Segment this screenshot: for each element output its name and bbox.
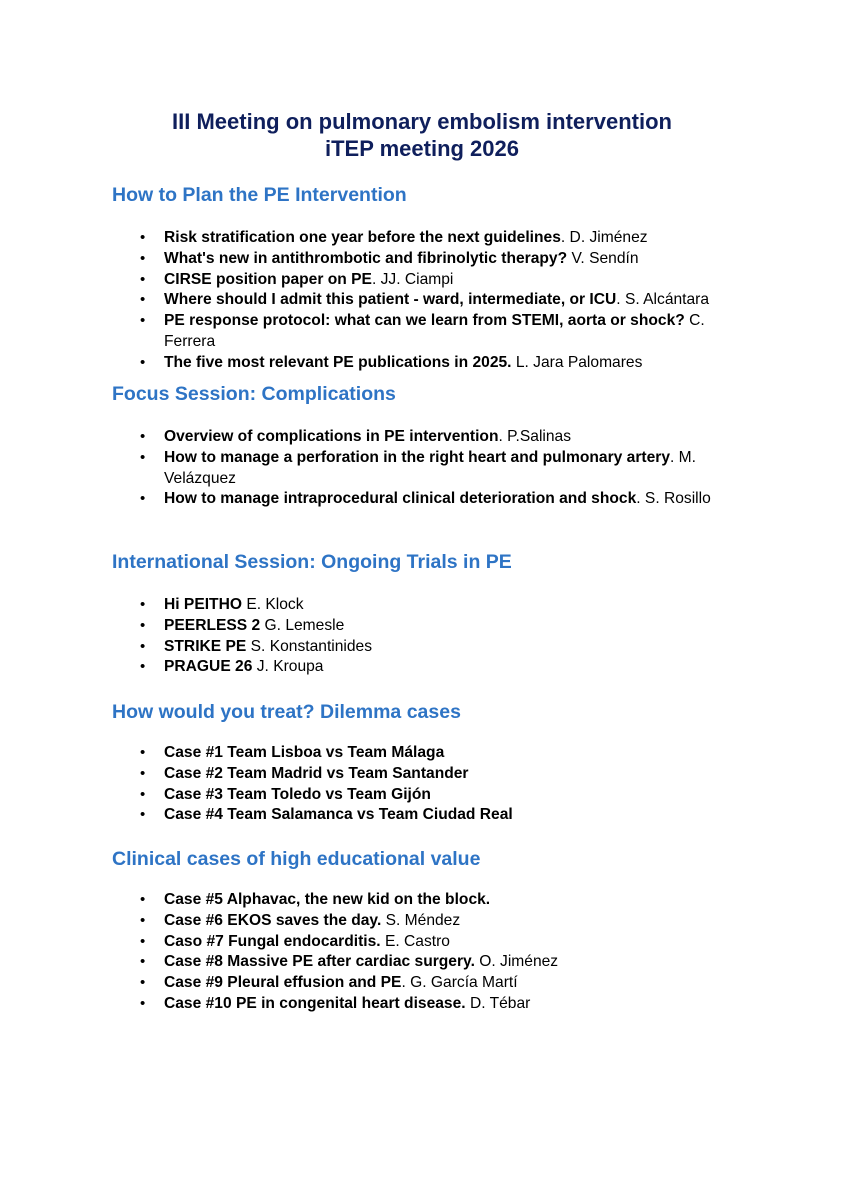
bullet-icon: • bbox=[140, 974, 146, 992]
section-clinical-cases bbox=[112, 847, 752, 1012]
list-item bbox=[112, 743, 732, 764]
list-item bbox=[112, 952, 732, 973]
speaker: . G. García Martí bbox=[401, 974, 518, 992]
speaker: . S. Alcántara bbox=[616, 291, 710, 309]
bullet-icon: • bbox=[140, 428, 146, 445]
talk-title: Case #1 Team Lisboa vs Team Málaga bbox=[164, 744, 445, 761]
talk-title: The five most relevant PE publications in 2025. bbox=[164, 353, 512, 371]
talk-title: Caso #7 Fungal endocarditis. bbox=[164, 932, 381, 950]
talk-title: Case #8 Massive PE after cardiac surgery. bbox=[164, 953, 475, 971]
talk-title: Case #9 Pleural effusion and PE bbox=[164, 974, 402, 992]
item-list bbox=[112, 743, 732, 826]
bullet-icon: • bbox=[140, 291, 146, 309]
speaker: . S. Rosillo bbox=[636, 490, 711, 508]
talk-title: How to manage intraprocedural clinical deterioration and shock bbox=[164, 490, 637, 508]
bullet-icon: • bbox=[140, 229, 146, 246]
section-plan-pe-intervention bbox=[112, 183, 752, 371]
list-item bbox=[112, 270, 732, 291]
list-item bbox=[112, 637, 732, 658]
list-item bbox=[112, 448, 732, 490]
bullet-icon: • bbox=[140, 616, 146, 634]
talk-title: PEERLESS 2 bbox=[164, 616, 261, 634]
talk-title: Case #2 Team Madrid vs Team Santander bbox=[164, 764, 469, 782]
section-heading: Focus Session: Complications bbox=[112, 383, 396, 405]
list-item bbox=[112, 595, 732, 616]
talk-title: Case #3 Team Toledo vs Team Gijón bbox=[164, 785, 431, 803]
list-item bbox=[112, 785, 732, 806]
speaker: L. Jara Palomares bbox=[511, 353, 643, 371]
list-item bbox=[112, 657, 732, 678]
list-item bbox=[112, 973, 732, 994]
talk-title: CIRSE position paper on PE bbox=[164, 270, 372, 288]
bullet-icon: • bbox=[140, 932, 146, 950]
bullet-icon: • bbox=[140, 490, 146, 508]
talk-title: Case #10 PE in congenital heart disease. bbox=[164, 994, 466, 1012]
item-list bbox=[112, 228, 732, 374]
section-heading: International Session: Ongoing Trials in PE bbox=[112, 551, 512, 573]
title-line-1: III Meeting on pulmonary embolism intervention bbox=[172, 109, 672, 134]
talk-title: Risk stratification one year before the next guidelines bbox=[164, 229, 561, 246]
talk-title: STRIKE PE bbox=[164, 637, 247, 655]
speaker: O. Jiménez bbox=[474, 953, 559, 971]
section-heading: How to Plan the PE Intervention bbox=[112, 184, 407, 206]
list-item bbox=[112, 249, 732, 270]
bullet-icon: • bbox=[140, 249, 146, 267]
section-heading: Clinical cases of high educational value bbox=[112, 848, 481, 870]
bullet-icon: • bbox=[140, 312, 146, 330]
speaker: D. Tébar bbox=[465, 994, 531, 1012]
item-list bbox=[112, 890, 732, 1015]
document-title bbox=[0, 108, 844, 162]
list-item bbox=[112, 353, 732, 374]
list-item bbox=[112, 994, 732, 1015]
bullet-icon: • bbox=[140, 448, 146, 466]
speaker: . JJ. Ciampi bbox=[371, 270, 454, 288]
item-list bbox=[112, 595, 732, 678]
bullet-icon: • bbox=[140, 353, 146, 371]
bullet-icon: • bbox=[140, 806, 146, 824]
bullet-icon: • bbox=[140, 270, 146, 288]
list-item bbox=[112, 764, 732, 785]
bullet-icon: • bbox=[140, 911, 146, 929]
list-item bbox=[112, 805, 732, 826]
bullet-icon: • bbox=[140, 658, 146, 676]
speaker: C. Ferrera bbox=[164, 312, 705, 350]
item-list bbox=[112, 427, 732, 510]
bullet-icon: • bbox=[140, 953, 146, 971]
talk-title: Case #5 Alphavac, the new kid on the block. bbox=[164, 891, 491, 908]
talk-title: How to manage a perforation in the right heart and pulmonary artery bbox=[164, 448, 671, 466]
speaker: . P.Salinas bbox=[498, 428, 572, 445]
title-line-2: iTEP meeting 2026 bbox=[324, 136, 519, 161]
bullet-icon: • bbox=[140, 891, 146, 908]
bullet-icon: • bbox=[140, 785, 146, 803]
list-item bbox=[112, 290, 732, 311]
speaker: E. Castro bbox=[380, 932, 450, 950]
list-item bbox=[112, 911, 732, 932]
talk-title: Hi PEITHO bbox=[164, 596, 242, 613]
bullet-icon: • bbox=[140, 994, 146, 1012]
section-complications bbox=[112, 382, 752, 508]
section-heading: How would you treat? Dilemma cases bbox=[112, 701, 461, 723]
bullet-icon: • bbox=[140, 637, 146, 655]
list-item bbox=[112, 228, 732, 249]
list-item bbox=[112, 616, 732, 637]
speaker: S. Konstantinides bbox=[246, 637, 373, 655]
talk-title: PE response protocol: what can we learn from STEMI, aorta or shock? bbox=[164, 312, 685, 330]
talk-title: Where should I admit this patient - ward, intermediate, or ICU bbox=[164, 291, 617, 309]
speaker: S. Méndez bbox=[381, 911, 461, 929]
section-dilemma-cases bbox=[112, 700, 752, 824]
list-item bbox=[112, 932, 732, 953]
list-item bbox=[112, 427, 732, 448]
list-item bbox=[112, 311, 732, 353]
section-ongoing-trials bbox=[112, 550, 752, 676]
talk-title: What's new in antithrombotic and fibrinolytic therapy? bbox=[164, 249, 568, 267]
speaker: J. Kroupa bbox=[252, 658, 324, 676]
speaker: . D. Jiménez bbox=[560, 229, 648, 246]
talk-title: Case #4 Team Salamanca vs Team Ciudad Real bbox=[164, 806, 513, 824]
list-item bbox=[112, 890, 732, 911]
talk-title: PRAGUE 26 bbox=[164, 658, 253, 676]
speaker: V. Sendín bbox=[567, 249, 639, 267]
speaker: . M. Velázquez bbox=[164, 448, 697, 487]
talk-title: Overview of complications in PE intervention bbox=[164, 428, 499, 445]
bullet-icon: • bbox=[140, 764, 146, 782]
bullet-icon: • bbox=[140, 744, 146, 761]
bullet-icon: • bbox=[140, 596, 146, 613]
talk-title: Case #6 EKOS saves the day. bbox=[164, 911, 382, 929]
speaker: E. Klock bbox=[241, 596, 304, 613]
list-item bbox=[112, 489, 732, 510]
speaker: G. Lemesle bbox=[260, 616, 345, 634]
